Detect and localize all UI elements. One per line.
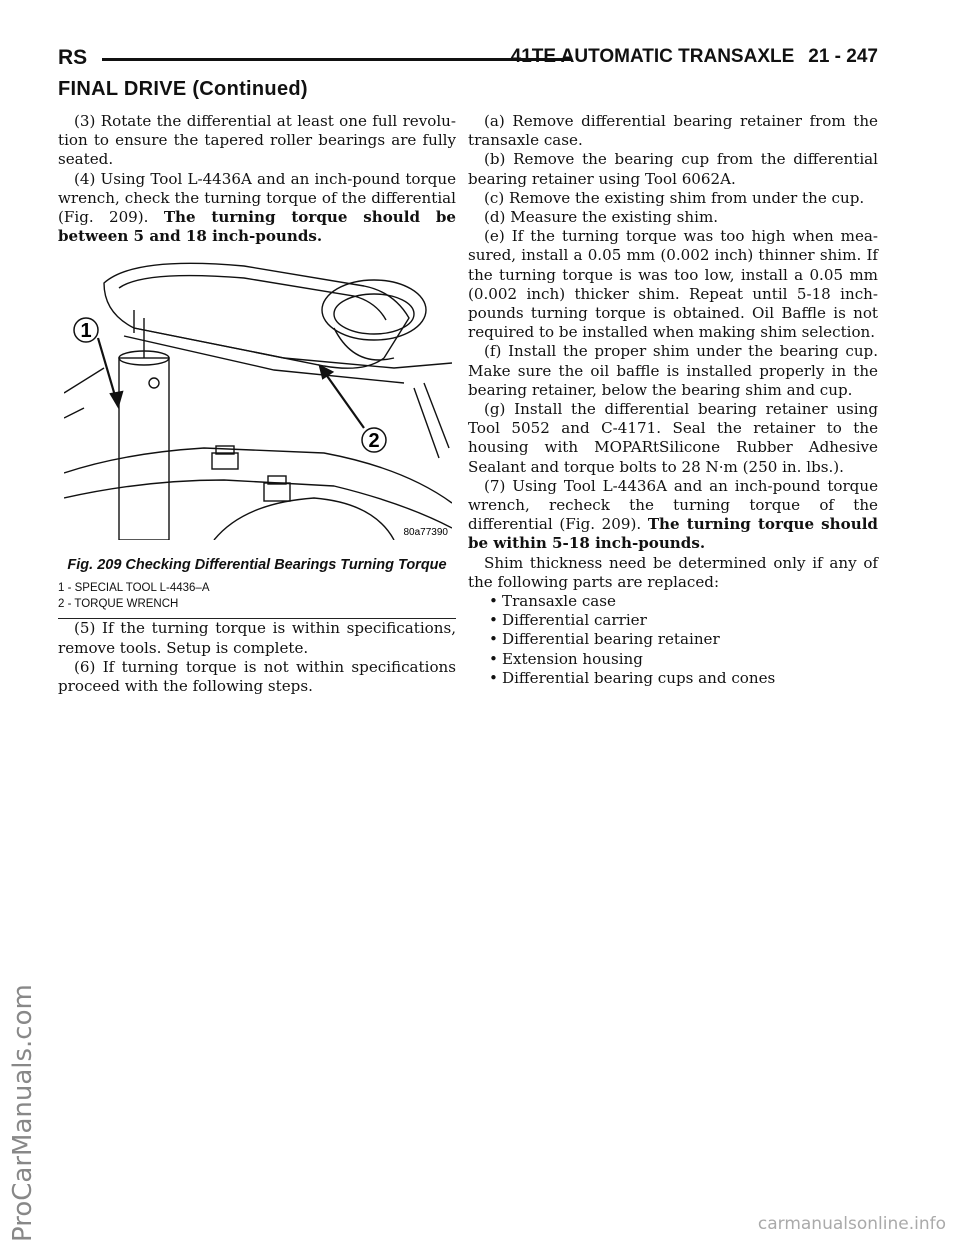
step-5: (5) If the turning torque is within specifications, remove tools. Setup is complete. bbox=[58, 619, 456, 657]
figure-illustration bbox=[64, 258, 452, 540]
shim-intro: Shim thickness need be determined only if any of the following parts are replaced: bbox=[468, 553, 878, 591]
legend-item-2: 2 - TORQUE WRENCH bbox=[58, 598, 179, 611]
substep-f: (f) Install the proper shim under the bearing cup. Make sure the oil baffle is installed properly in the bearing retainer, below the bearing shim and cup. bbox=[468, 342, 878, 399]
bullet-icon: • bbox=[489, 592, 498, 611]
header-model-code: RS bbox=[58, 46, 88, 69]
header-title: 41TE AUTOMATIC TRANSAXLE bbox=[510, 46, 795, 67]
callout-1: 1 bbox=[80, 320, 92, 343]
substep-g: (g) Install the differential bearing retainer using Tool 5052 and C-4171. Seal the retainer to the housing with MOPARtSilicone Rubber Adhesive Sealant and torque bolts to 28 N·m (250 in. lbs.). bbox=[468, 400, 878, 476]
step-4-text: (4) Using Tool L-4436A and an inch-pound torque wrench, check the turning torque of the differential (Fig. 209). bbox=[58, 169, 456, 227]
step-4-spec: The turning torque should be between 5 and 18 inch-pounds. bbox=[58, 208, 456, 246]
figure-legend bbox=[58, 580, 456, 619]
step-4 bbox=[58, 170, 456, 247]
figure-image-code: 80a77390 bbox=[403, 527, 448, 539]
substep-d: (d) Measure the existing shim. bbox=[484, 208, 719, 227]
header-rule bbox=[102, 58, 572, 61]
bullet-icon: • bbox=[489, 668, 498, 687]
section-title: FINAL DRIVE (Continued) bbox=[58, 78, 308, 100]
callout-2: 2 bbox=[368, 430, 380, 453]
list-item: • Extension housing bbox=[489, 649, 643, 668]
right-column bbox=[468, 112, 878, 688]
page-header bbox=[58, 42, 878, 76]
substep-c: (c) Remove the existing shim from under the cup. bbox=[484, 188, 865, 207]
page-number: 21 - 247 bbox=[808, 46, 878, 67]
figure-caption: Fig. 209 Checking Differential Bearings Turning Torque bbox=[67, 557, 447, 574]
step-7-spec: The turning torque should be within 5-18 inch-pounds. bbox=[468, 515, 878, 553]
legend-item-1: 1 - SPECIAL TOOL L-4436–A bbox=[58, 582, 210, 595]
substep-a: (a) Remove differential bearing retainer from the transaxle case. bbox=[468, 112, 878, 150]
substep-e: (e) If the turning torque was too high when mea-sured, install a 0.05 mm (0.002 inch) thinner shim. If the turning torque is was too low, install a 0.05 mm (0.002 inch) thicker shim. Repeat until 5-18 inch-pounds turning torque is obtained. Oil Baffle is not required to be installed when making shim selection. bbox=[468, 227, 878, 342]
bullet-icon: • bbox=[489, 611, 498, 630]
list-item: • Differential carrier bbox=[489, 611, 647, 630]
figure-209 bbox=[58, 258, 456, 619]
footer-watermark: carmanualsonline.info bbox=[757, 1214, 946, 1234]
header-title-block bbox=[511, 46, 878, 68]
step-7-text: (7) Using Tool L-4436A and an inch-pound torque wrench, recheck the turning torque of the differential (Fig. 209). bbox=[468, 476, 878, 534]
side-watermark: ProCarManuals.com bbox=[8, 984, 38, 1242]
left-column bbox=[58, 112, 456, 696]
bullet-icon: • bbox=[489, 649, 498, 668]
step-3: (3) Rotate the differential at least one full revolu-tion to ensure the tapered roller bearings are fully seated. bbox=[58, 112, 456, 169]
list-item: • Differential bearing retainer bbox=[489, 630, 720, 649]
list-item: • Differential bearing cups and cones bbox=[489, 668, 776, 687]
step-7 bbox=[468, 477, 878, 554]
list-item: • Transaxle case bbox=[489, 592, 616, 611]
substep-b: (b) Remove the bearing cup from the differential bearing retainer using Tool 6062A. bbox=[468, 150, 878, 188]
step-6: (6) If turning torque is not within specifications proceed with the following steps. bbox=[58, 657, 456, 696]
replaced-parts-list bbox=[468, 592, 878, 688]
bullet-icon: • bbox=[489, 630, 498, 649]
